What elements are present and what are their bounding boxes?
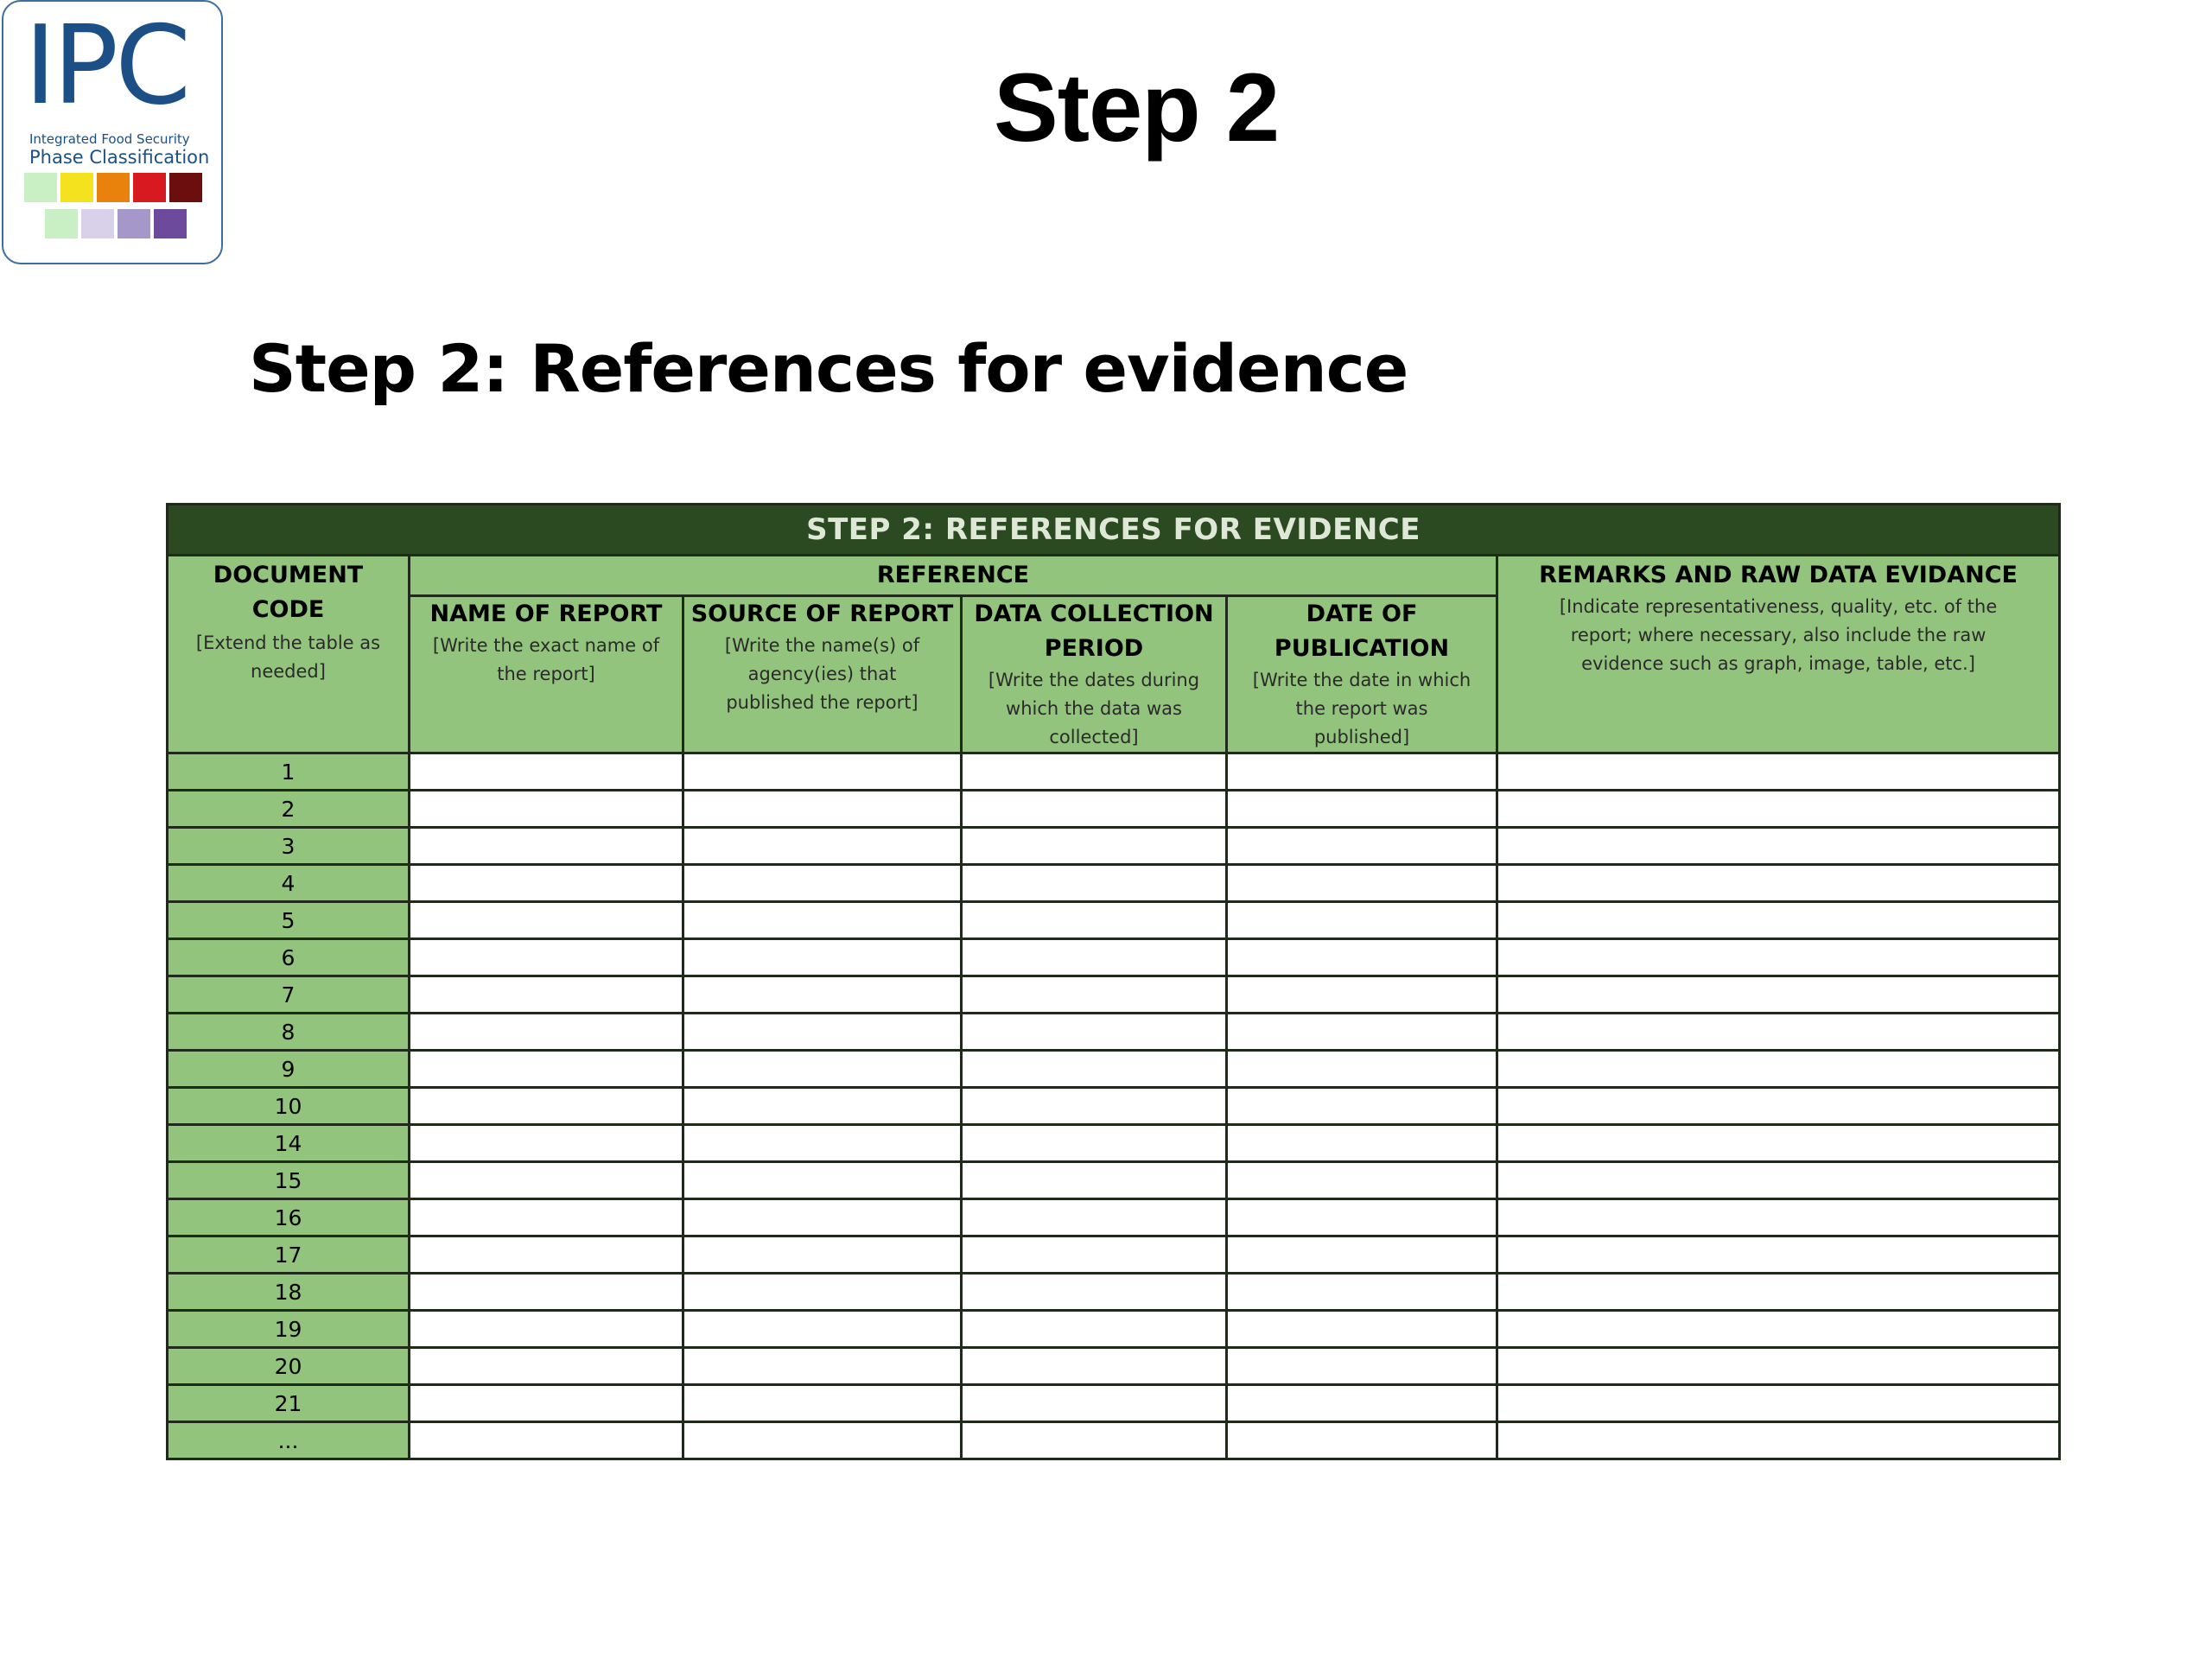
empty-entry-cell (1497, 1125, 2060, 1162)
empty-entry-cell (1227, 1162, 1497, 1199)
header-source-of-report-label: SOURCE OF REPORT (690, 601, 954, 627)
document-code-cell: 8 (168, 1014, 410, 1051)
document-code-cell: 21 (168, 1385, 410, 1422)
empty-entry-cell (1497, 865, 2060, 902)
table-row (168, 828, 2060, 865)
empty-entry-cell (1497, 1162, 2060, 1199)
document-code-cell: 5 (168, 902, 410, 939)
document-code-cell: 1 (168, 753, 410, 791)
header-name-of-report (410, 596, 683, 753)
empty-entry-cell (1227, 1311, 1497, 1348)
logo-tagline-line1: Integrated Food Security (29, 131, 190, 147)
empty-entry-cell (1497, 1348, 2060, 1385)
empty-entry-cell (1497, 1014, 2060, 1051)
document-code-cell: 6 (168, 939, 410, 976)
table-row (168, 1199, 2060, 1236)
document-code-cell: 14 (168, 1125, 410, 1162)
document-code-cell: 19 (168, 1311, 410, 1348)
empty-entry-cell (1497, 1199, 2060, 1236)
empty-entry-cell (1497, 1311, 2060, 1348)
logo-phase-swatch (24, 173, 57, 202)
empty-entry-cell (683, 1422, 962, 1459)
empty-entry-cell (1227, 865, 1497, 902)
empty-entry-cell (683, 1311, 962, 1348)
empty-entry-cell (410, 902, 683, 939)
table-banner: STEP 2: REFERENCES FOR EVIDENCE (168, 505, 2060, 556)
slide-title: Step 2 (994, 54, 1280, 162)
empty-entry-cell (1497, 1236, 2060, 1274)
empty-entry-cell (1497, 753, 2060, 791)
empty-entry-cell (683, 1014, 962, 1051)
table-row (168, 1051, 2060, 1088)
document-code-cell: 16 (168, 1199, 410, 1236)
table-row (168, 939, 2060, 976)
empty-entry-cell (962, 1385, 1227, 1422)
empty-entry-cell (1497, 828, 2060, 865)
empty-entry-cell (1227, 1199, 1497, 1236)
table-row (168, 1088, 2060, 1125)
empty-entry-cell (410, 1236, 683, 1274)
logo-abbreviation: IPC (24, 2, 188, 129)
header-remarks-label: REMARKS AND RAW DATA EVIDANCE (1539, 562, 2018, 588)
logo-phase-swatch (118, 209, 150, 238)
header-name-of-report-note: [Write the exact name of the report] (432, 635, 660, 684)
document-code-cell: 15 (168, 1162, 410, 1199)
table-row (168, 865, 2060, 902)
table-row (168, 1125, 2060, 1162)
empty-entry-cell (962, 791, 1227, 828)
header-reference-group: REFERENCE (410, 556, 1497, 596)
empty-entry-cell (1227, 791, 1497, 828)
empty-entry-cell (410, 1162, 683, 1199)
empty-entry-cell (1227, 1348, 1497, 1385)
empty-entry-cell (410, 1385, 683, 1422)
empty-entry-cell (683, 1199, 962, 1236)
empty-entry-cell (683, 976, 962, 1014)
document-code-cell: 2 (168, 791, 410, 828)
empty-entry-cell (410, 1088, 683, 1125)
empty-entry-cell (410, 1311, 683, 1348)
empty-entry-cell (410, 1199, 683, 1236)
header-data-collection-period-label: DATA COLLECTION PERIOD (974, 601, 1214, 662)
empty-entry-cell (683, 1348, 962, 1385)
empty-entry-cell (1497, 1051, 2060, 1088)
header-document-code (168, 556, 410, 753)
empty-entry-cell (1497, 1422, 2060, 1459)
empty-entry-cell (1227, 1014, 1497, 1051)
logo-phase-swatch (133, 173, 166, 202)
header-date-of-publication (1227, 596, 1497, 753)
empty-entry-cell (410, 791, 683, 828)
empty-entry-cell (410, 1014, 683, 1051)
empty-entry-cell (962, 753, 1227, 791)
header-name-of-report-label: NAME OF REPORT (429, 601, 663, 627)
empty-entry-cell (962, 1014, 1227, 1051)
empty-entry-cell (1227, 1088, 1497, 1125)
empty-entry-cell (962, 1274, 1227, 1311)
empty-entry-cell (1497, 1088, 2060, 1125)
ipc-logo (2, 0, 223, 264)
logo-phase-swatch (169, 173, 202, 202)
empty-entry-cell (683, 902, 962, 939)
empty-entry-cell (410, 753, 683, 791)
empty-entry-cell (683, 1274, 962, 1311)
header-document-code-label: DOCUMENT CODE (213, 562, 364, 623)
empty-entry-cell (683, 753, 962, 791)
empty-entry-cell (1227, 753, 1497, 791)
table-row (168, 902, 2060, 939)
empty-entry-cell (962, 1236, 1227, 1274)
header-date-of-publication-note: [Write the date in which the report was published] (1252, 670, 1471, 747)
document-code-cell: 18 (168, 1274, 410, 1311)
empty-entry-cell (410, 865, 683, 902)
empty-entry-cell (410, 828, 683, 865)
document-code-cell: 17 (168, 1236, 410, 1274)
table-row (168, 1422, 2060, 1459)
empty-entry-cell (962, 939, 1227, 976)
header-data-collection-period (962, 596, 1227, 753)
empty-entry-cell (962, 976, 1227, 1014)
logo-phase-swatch (154, 209, 187, 238)
header-source-of-report (683, 596, 962, 753)
empty-entry-cell (962, 865, 1227, 902)
empty-entry-cell (962, 902, 1227, 939)
references-table (166, 503, 2061, 1460)
document-code-cell: 4 (168, 865, 410, 902)
header-date-of-publication-label: DATE OF PUBLICATION (1274, 601, 1450, 662)
header-document-code-note: [Extend the table as needed] (195, 632, 381, 682)
logo-phase-swatch (60, 173, 93, 202)
table-body (168, 753, 2060, 1459)
empty-entry-cell (1227, 1422, 1497, 1459)
empty-entry-cell (410, 939, 683, 976)
empty-entry-cell (683, 939, 962, 976)
empty-entry-cell (962, 1348, 1227, 1385)
document-code-cell: 7 (168, 976, 410, 1014)
empty-entry-cell (1227, 1274, 1497, 1311)
empty-entry-cell (1227, 976, 1497, 1014)
empty-entry-cell (1227, 1051, 1497, 1088)
table-row (168, 1162, 2060, 1199)
empty-entry-cell (683, 1125, 962, 1162)
table-row (168, 976, 2060, 1014)
empty-entry-cell (1227, 1236, 1497, 1274)
empty-entry-cell (410, 1422, 683, 1459)
table-row (168, 1311, 2060, 1348)
empty-entry-cell (962, 1088, 1227, 1125)
empty-entry-cell (962, 1311, 1227, 1348)
empty-entry-cell (1497, 1274, 2060, 1311)
empty-entry-cell (1497, 902, 2060, 939)
document-code-cell: 10 (168, 1088, 410, 1125)
empty-entry-cell (683, 1088, 962, 1125)
empty-entry-cell (410, 1051, 683, 1088)
empty-entry-cell (962, 828, 1227, 865)
document-code-cell: 20 (168, 1348, 410, 1385)
empty-entry-cell (1227, 939, 1497, 976)
empty-entry-cell (1227, 828, 1497, 865)
table-row (168, 1236, 2060, 1274)
document-code-cell: ... (168, 1422, 410, 1459)
empty-entry-cell (410, 1125, 683, 1162)
table-row (168, 791, 2060, 828)
empty-entry-cell (962, 1422, 1227, 1459)
empty-entry-cell (1227, 1385, 1497, 1422)
table-row (168, 753, 2060, 791)
empty-entry-cell (683, 1162, 962, 1199)
empty-entry-cell (683, 791, 962, 828)
logo-tagline-line2: Phase Classification (29, 147, 210, 168)
empty-entry-cell (410, 976, 683, 1014)
table-row (168, 1348, 2060, 1385)
empty-entry-cell (683, 1385, 962, 1422)
empty-entry-cell (1227, 902, 1497, 939)
table-row (168, 1014, 2060, 1051)
header-data-collection-period-note: [Write the dates during which the data was collected] (988, 670, 1200, 747)
empty-entry-cell (1497, 791, 2060, 828)
document-code-cell: 3 (168, 828, 410, 865)
empty-entry-cell (683, 828, 962, 865)
logo-tagline (29, 131, 219, 168)
table-row (168, 1274, 2060, 1311)
empty-entry-cell (683, 1051, 962, 1088)
slide-subtitle: Step 2: References for evidence (249, 330, 1408, 407)
header-source-of-report-note: [Write the name(s) of agency(ies) that published the report] (724, 635, 920, 713)
header-remarks-note: [Indicate representativeness, quality, etc. of the report; where necessary, also include the raw evidence such as graph, image, table, etc.] (1559, 596, 1998, 674)
empty-entry-cell (683, 1236, 962, 1274)
empty-entry-cell (962, 1125, 1227, 1162)
empty-entry-cell (683, 865, 962, 902)
header-remarks (1497, 556, 2060, 753)
empty-entry-cell (1497, 1385, 2060, 1422)
empty-entry-cell (1227, 1125, 1497, 1162)
table-row (168, 1385, 2060, 1422)
empty-entry-cell (962, 1051, 1227, 1088)
logo-phase-swatch (97, 173, 130, 202)
empty-entry-cell (962, 1199, 1227, 1236)
logo-phase-swatch (45, 209, 78, 238)
empty-entry-cell (962, 1162, 1227, 1199)
empty-entry-cell (1497, 976, 2060, 1014)
logo-phase-swatch (81, 209, 114, 238)
document-code-cell: 9 (168, 1051, 410, 1088)
empty-entry-cell (1497, 939, 2060, 976)
empty-entry-cell (410, 1274, 683, 1311)
empty-entry-cell (410, 1348, 683, 1385)
